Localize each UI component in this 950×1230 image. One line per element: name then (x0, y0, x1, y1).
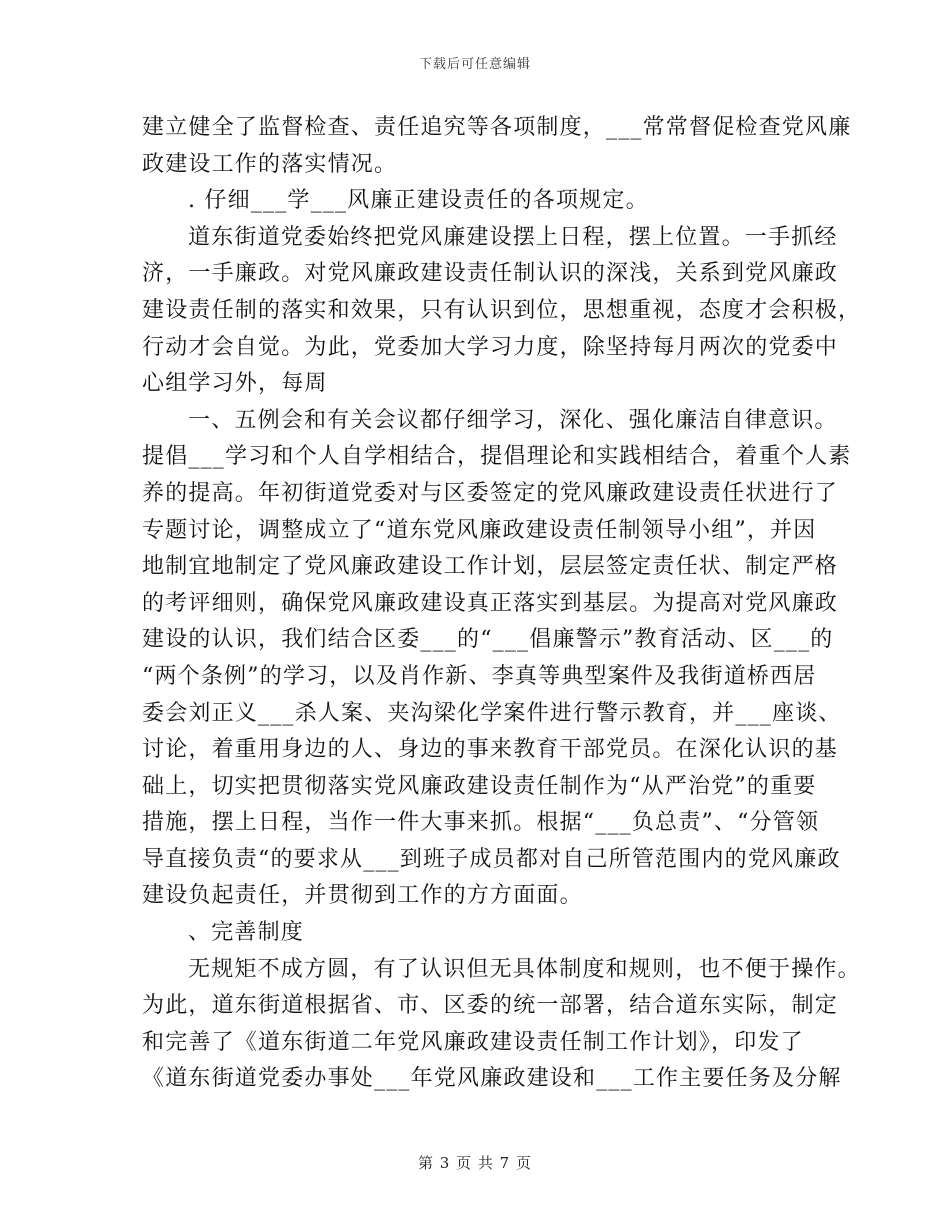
text-line: 讨论，着重用身边的人、身边的事来教育干部党员。在深化认识的基 (142, 737, 839, 763)
text-line: 建设负起责任，并贯彻到工作的方方面面。 (142, 883, 583, 909)
text-line: 建立健全了监督检查、责任追究等各项制度，___常常督促检查党风廉 (142, 115, 852, 140)
text-line: 委会刘正义___杀人案、夹沟梁化学案件进行警示教育，并___座谈、 (142, 700, 842, 726)
text-line: 为此，道东街道根据省、市、区委的统一部署，结合道东实际，制定 (142, 993, 839, 1019)
text-line: 养的提高。年初街道党委对与区委签定的党风廉政建设责任状进行了 (142, 480, 839, 506)
text-line: 一、五例会和有关会议都仔细学习，深化、强化廉洁自律意识。 (188, 407, 838, 433)
page-footer: 第 3 页 共 7 页 (418, 1154, 532, 1172)
text-line: 《道东街道党委办事处___年党风廉政建设和___工作主要任务及分解 (142, 1066, 842, 1092)
text-line: 心组学习外，每周 (142, 371, 328, 397)
text-line: 础上，切实把贯彻落实党风廉政建设责任制作为“从严治党”的重要 (142, 773, 817, 799)
page-header: 下载后可任意编辑 (418, 57, 531, 72)
text-line: 济，一手廉政。对党风廉政建设责任制认识的深浅，关系到党风廉政 (142, 261, 839, 287)
text-line: . 仔细___学___风廉正建设责任的各项规定。 (188, 188, 649, 214)
text-line: 和完善了《道东街道二年党风廉政建设责任制工作计划》，印发了 (142, 1029, 804, 1055)
text-line: 提倡___学习和个人自学相结合，提倡理论和实践相结合，着重个人素 (142, 444, 852, 470)
text-line: 政建设工作的落实情况。 (142, 151, 398, 177)
text-line: 措施，摆上日程，当作一件大事来抓。根据“___负总责”、“分管领 (142, 810, 820, 836)
text-line: “两个条例”的学习，以及肖作新、李真等典型案件及我街道桥西居 (142, 663, 817, 689)
text-line: 、完善制度 (188, 920, 305, 946)
text-line: 地制宜地制定了党风廉政建设工作计划，层层签定责任状、制定严格 (142, 554, 839, 580)
text-line: 无规矩不成方圆，有了认识但无具体制度和规则，也不便于操作。 (188, 956, 861, 982)
text-line: 建设的认识，我们结合区委___的“___倡廉警示”教育活动、区___的 (142, 627, 834, 653)
text-line: 建设责任制的落实和效果，只有认识到位，思想重视，态度才会积极， (142, 297, 862, 323)
text-line: 的考评细则，确保党风廉政建设真正落实到基层。为提高对党风廉政 (142, 590, 839, 616)
text-line: 专题讨论，调整成立了“道东党风廉政建设责任制领导小组”，并因 (142, 517, 817, 543)
text-line: 道东街道党委始终把党风廉建设摆上日程，摆上位置。一手抓经 (188, 224, 838, 250)
document-body (142, 110, 862, 1098)
text-line: 行动才会自觉。为此，党委加大学习力度，除坚持每月两次的党委中 (142, 334, 839, 360)
text-line: 导直接负责“的要求从___到班子成员都对自己所管范围内的党风廉政 (142, 846, 841, 872)
